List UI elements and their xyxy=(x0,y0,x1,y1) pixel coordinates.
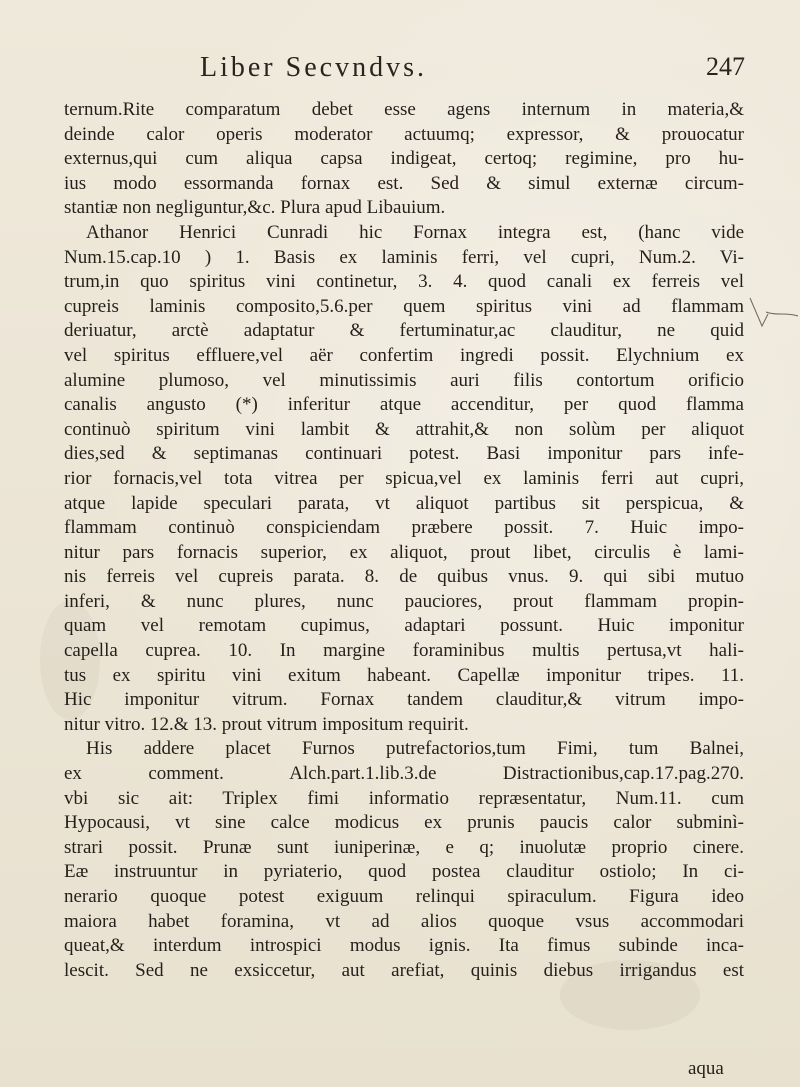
page-number: 247 xyxy=(706,52,745,81)
paragraph-start-line: Athanor Henrici Cunradi hic Fornax integra est, (hanc vide xyxy=(86,221,744,243)
text-line: Num.15.cap.10 ) 1. Basis ex laminis ferri, vel cupri, Num.2. Vi- xyxy=(64,246,744,268)
text-line: cupreis laminis composito,5.6.per quem spiritus vini ad flammam xyxy=(64,295,744,317)
text-line: continuò spiritum vini lambit & attrahit,& non solùm per aliquot xyxy=(64,418,744,440)
text-line: trum,in quo spiritus vini continetur, 3. 4. quod canali ex ferreis vel xyxy=(64,271,744,293)
body-text xyxy=(64,98,744,983)
running-title: Liber Secvndvs. xyxy=(200,52,427,83)
text-line: rior fornacis,vel tota vitrea per spicua,vel ex laminis ferri aut cupri, xyxy=(64,467,744,489)
text-line: atque lapide speculari parata, vt aliquot partibus sit perspicua, & xyxy=(64,492,744,514)
running-head xyxy=(0,52,800,92)
text-line: ius modo essormanda fornax est. Sed & simul externæ circum- xyxy=(64,172,744,194)
text-line: strari possit. Prunæ sunt iuniperinæ, e q; inuolutæ proprio cinere. xyxy=(64,836,744,858)
text-line: Eæ instruuntur in pyriaterio, quod postea clauditur ostiolo; In ci- xyxy=(64,861,744,883)
text-line: nitur vitro. 12.& 13. prout vitrum impositum requirit. xyxy=(64,713,469,735)
text-line: quam vel remotam cupimus, adaptari possunt. Huic imponitur xyxy=(64,615,744,637)
margin-pencil-mark-icon xyxy=(748,292,800,332)
text-line: vel spiritus effluere,vel aër confertim ingredi possit. Elychnium ex xyxy=(64,344,744,366)
paragraph-start-line: His addere placet Furnos putrefactorios,tum Fimi, tum Balnei, xyxy=(86,738,744,760)
catchword: aqua xyxy=(688,1058,724,1079)
text-line: Hic imponitur vitrum. Fornax tandem clauditur,& vitrum impo- xyxy=(64,689,744,711)
text-line: lescit. Sed ne exsiccetur, aut arefiat, quinis diebus irrigandus est xyxy=(64,959,744,981)
text-line: maiora habet foramina, vt ad alios quoque vsus accommodari xyxy=(64,910,744,932)
text-line: canalis angusto (*) inferitur atque accenditur, per quod flamma xyxy=(64,394,744,416)
text-line: vbi sic ait: Triplex fimi informatio repræsentatur, Num.11. cum xyxy=(64,787,744,809)
text-line: ex comment. Alch.part.1.lib.3.de Distractionibus,cap.17.pag.270. xyxy=(64,763,744,785)
text-line: nerario quoque potest exiguum relinqui spiraculum. Figura ideo xyxy=(64,886,744,907)
text-line: tus ex spiritu vini exitum habeant. Capellæ imponitur tripes. 11. xyxy=(64,664,744,686)
text-line: deriuatur, arctè adaptatur & fertuminatur,ac clauditur, ne quid xyxy=(64,320,744,342)
text-line: ternum.Rite comparatum debet esse agens internum in materia,& xyxy=(64,99,744,120)
text-line: inferi, & nunc plures, nunc pauciores, prout flammam propin- xyxy=(64,590,744,612)
text-line: deinde calor operis moderator actuumq; expressor, & prouocatur xyxy=(64,123,744,145)
text-line: flammam continuò conspiciendam præbere possit. 7. Huic impo- xyxy=(64,517,744,539)
text-line: dies,sed & septimanas continuari potest. Basi imponitur pars infe- xyxy=(64,443,744,465)
text-line: Hypocausi, vt sine calce modicus ex prunis paucis calor subminì- xyxy=(64,812,744,834)
text-line: nitur pars fornacis superior, ex aliquot, prout libet, circulis è lami- xyxy=(64,541,744,563)
text-line: stantiæ non negliguntur,&c. Plura apud Libauium. xyxy=(64,197,446,219)
text-line: nis ferreis vel cupreis parata. 8. de quibus vnus. 9. qui sibi mutuo xyxy=(64,566,744,588)
text-line: capella cuprea. 10. In margine foraminibus multis pertusa,vt hali- xyxy=(64,640,744,662)
text-line: queat,& interdum introspici modus ignis. Ita fimus subinde inca- xyxy=(64,935,744,957)
text-line: externus,qui cum aliqua capsa indigeat, certoq; regimine, pro hu- xyxy=(64,148,744,170)
text-line: alumine plumoso, vel minutissimis auri filis contortum orificio xyxy=(64,369,744,391)
